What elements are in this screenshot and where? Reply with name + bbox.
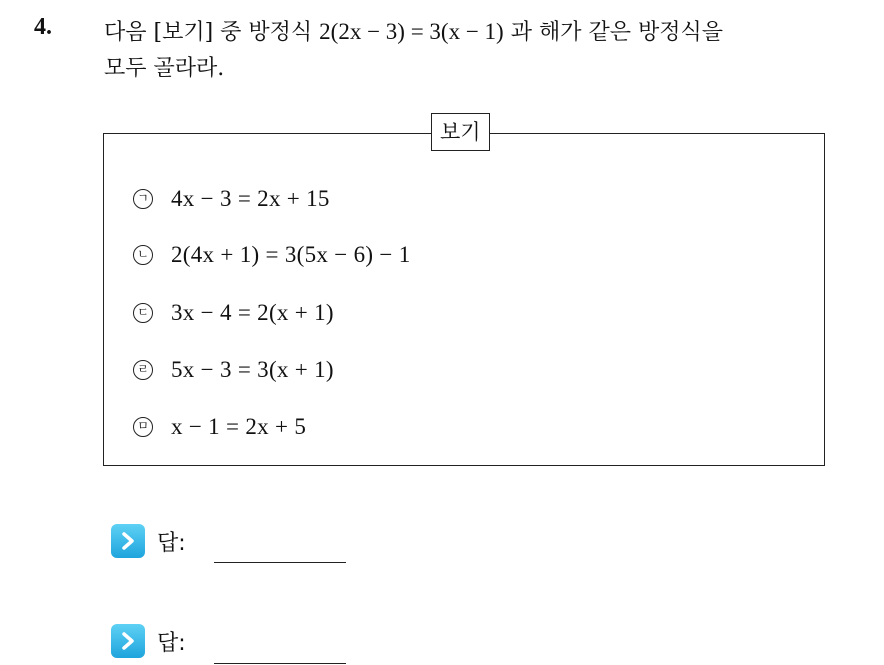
bogi-expression: 2(4x + 1) = 3(5x − 6) − 1 bbox=[171, 242, 411, 267]
bogi-expression: 4x − 3 = 2x + 15 bbox=[171, 186, 330, 211]
marker-circle: ㄴ bbox=[133, 245, 153, 265]
question-prefix: 다음 [보기] 중 방정식 bbox=[104, 20, 320, 45]
question-equation: 2(2x − 3) = 3(x − 1) bbox=[319, 19, 504, 44]
bogi-item-5 bbox=[133, 411, 306, 443]
bogi-expression: 3x − 4 = 2(x + 1) bbox=[171, 300, 334, 325]
question-suffix: 과 해가 같은 방정식을 bbox=[503, 20, 723, 45]
question-line-1 bbox=[104, 14, 874, 51]
marker-circle: ㅁ bbox=[133, 417, 153, 437]
question-number: 4. bbox=[34, 14, 52, 40]
answer-row-2 bbox=[111, 621, 186, 661]
marker-circle: ㄱ bbox=[133, 189, 153, 209]
bogi-item-2 bbox=[133, 239, 411, 271]
bogi-item-4 bbox=[133, 354, 334, 386]
question-line-2: 모두 골라라. bbox=[104, 56, 225, 81]
answer-row-1 bbox=[111, 521, 186, 561]
bogi-item-3 bbox=[133, 297, 334, 329]
answer-label: 답: bbox=[157, 530, 186, 556]
chevron-right-icon bbox=[111, 624, 145, 658]
answer-input-2[interactable] bbox=[214, 641, 346, 664]
bogi-label: 보기 bbox=[431, 113, 490, 151]
bogi-item-1 bbox=[133, 183, 330, 215]
answer-input-1[interactable] bbox=[214, 540, 346, 563]
answer-label: 답: bbox=[157, 630, 186, 656]
marker-circle: ㄹ bbox=[133, 360, 153, 380]
bogi-expression: x − 1 = 2x + 5 bbox=[171, 414, 307, 439]
marker-circle: ㄷ bbox=[133, 303, 153, 323]
question-text bbox=[104, 14, 874, 87]
bogi-expression: 5x − 3 = 3(x + 1) bbox=[171, 357, 334, 382]
chevron-right-icon bbox=[111, 524, 145, 558]
